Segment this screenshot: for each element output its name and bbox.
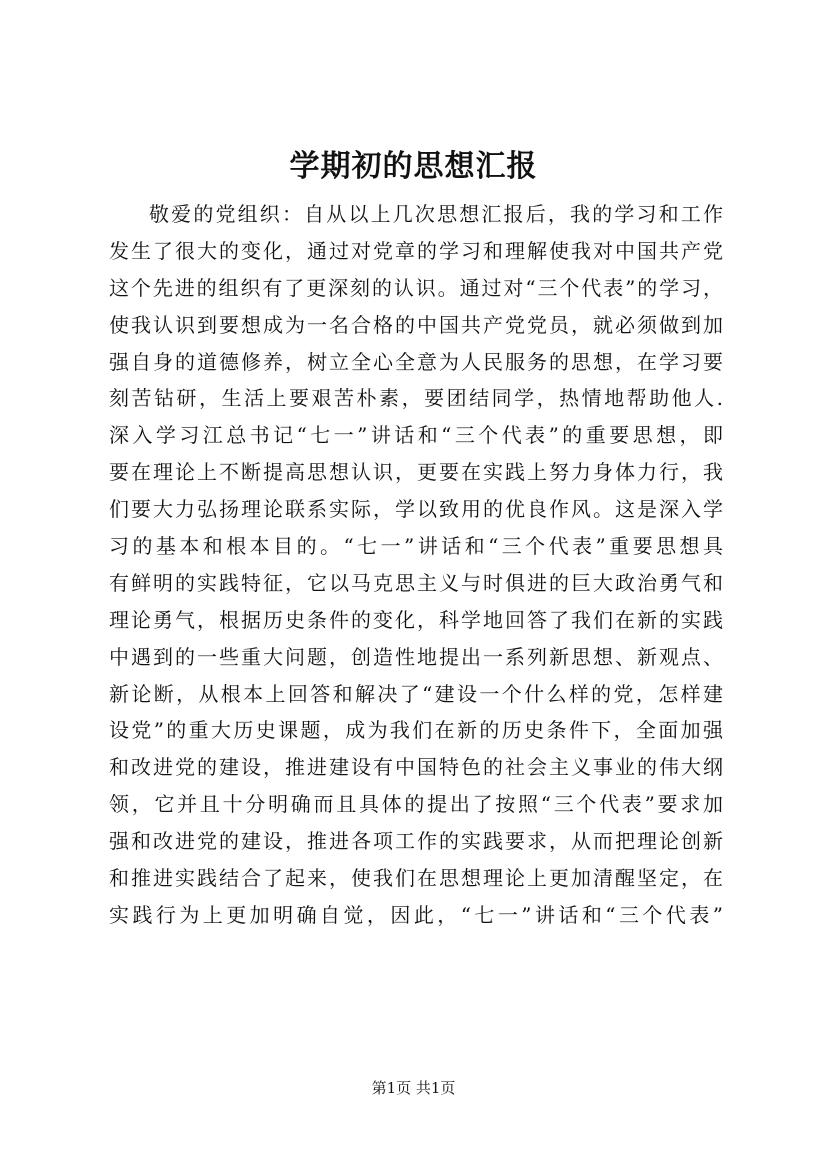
body-line: 有鲜明的实践特征，它以马克思主义与时俱进的巨大政治勇气和 bbox=[109, 570, 723, 595]
document-title: 学期初的思想汇报 bbox=[289, 149, 538, 184]
body-line: 敬爱的党组织：自从以上几次思想汇报后，我的学习和工作 bbox=[149, 202, 723, 226]
body-line: 和推进实践结合了起来，使我们在思想理论上更加清醒坚定，在 bbox=[109, 866, 723, 891]
body-line: 实践行为上更加明确自觉，因此，“七一”讲话和“三个代表” bbox=[109, 902, 723, 927]
body-line: 们要大力弘扬理论联系实际，学以致用的优良作风。这是深入学 bbox=[109, 497, 723, 522]
body-line: 这个先进的组织有了更深刻的认识。通过对“三个代表”的学习， bbox=[109, 275, 723, 300]
body-line: 理论勇气，根据历史条件的变化，科学地回答了我们在新的实践 bbox=[109, 607, 723, 632]
body-line: 强自身的道德修养，树立全心全意为人民服务的思想，在学习要 bbox=[109, 349, 723, 374]
body-line: 领，它并且十分明确而且具体的提出了按照“三个代表”要求加 bbox=[109, 792, 723, 817]
body-line: 使我认识到要想成为一名合格的中国共产党党员，就必须做到加 bbox=[109, 312, 723, 337]
page-number-footer: 第1页 共1页 bbox=[371, 1079, 456, 1097]
body-line: 刻苦钻研，生活上要艰苦朴素，要团结同学，热情地帮助他人. bbox=[109, 386, 723, 411]
body-line: 设党”的重大历史课题，成为我们在新的历史条件下，全面加强 bbox=[109, 718, 723, 743]
body-line: 强和改进党的建设，推进各项工作的实践要求，从而把理论创新 bbox=[109, 829, 723, 854]
body-line: 深入学习江总书记“七一”讲话和“三个代表”的重要思想，即 bbox=[109, 423, 723, 448]
body-line: 要在理论上不断提高思想认识，更要在实践上努力身体力行，我 bbox=[109, 460, 723, 485]
document-body bbox=[109, 196, 723, 934]
body-line: 习的基本和根本目的。“七一”讲话和“三个代表”重要思想具 bbox=[109, 534, 723, 559]
body-line: 新论断，从根本上回答和解决了“建设一个什么样的党，怎样建 bbox=[109, 681, 723, 706]
body-line: 发生了很大的变化，通过对党章的学习和理解使我对中国共产党 bbox=[109, 238, 723, 263]
body-line: 中遇到的一些重大问题，创造性地提出一系列新思想、新观点、 bbox=[109, 644, 723, 669]
body-line: 和改进党的建设，推进建设有中国特色的社会主义事业的伟大纲 bbox=[109, 755, 723, 780]
